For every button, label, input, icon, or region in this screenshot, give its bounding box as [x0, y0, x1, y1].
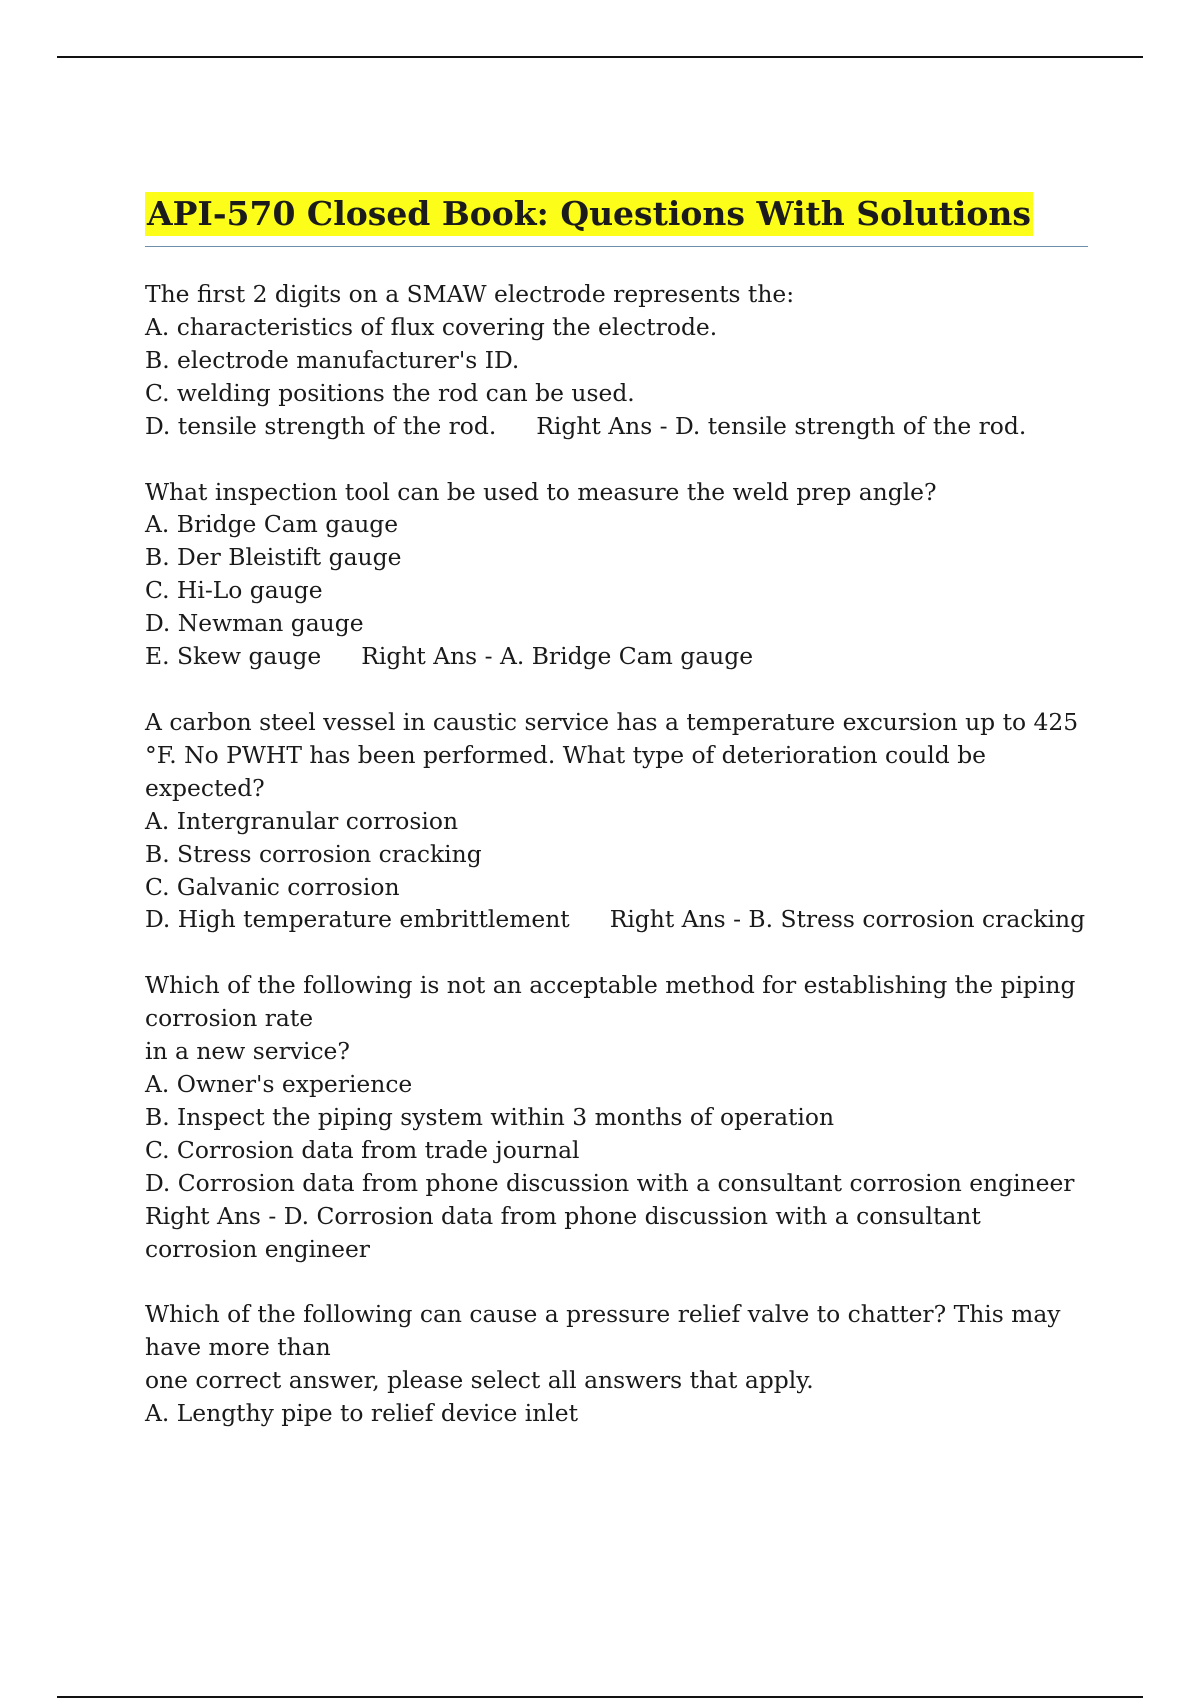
answer-option: B. Inspect the piping system within 3 months of operation — [145, 1102, 835, 1131]
answer-option: C. Galvanic corrosion — [145, 872, 400, 901]
right-answer: Right Ans - D. tensile strength of the rod. — [536, 411, 1027, 440]
answer-option: E. Skew gauge — [145, 642, 322, 671]
page-title: API-570 Closed Book: Questions With Solutions — [145, 192, 1033, 236]
question-2 — [145, 476, 1095, 673]
question-stem: A carbon steel vessel in caustic service has a temperature excursion up to 425 — [145, 707, 1079, 736]
answer-option: C. Corrosion data from trade journal — [145, 1135, 580, 1164]
answer-option: C. welding positions the rod can be used. — [145, 378, 635, 407]
answer-option: D. Newman gauge — [145, 609, 364, 638]
answer-option-row — [145, 410, 1095, 443]
answer-option: B. electrode manufacturer's ID. — [145, 345, 520, 374]
answer-option: A. Owner's experience — [145, 1070, 413, 1099]
title-block — [145, 192, 1088, 247]
question-5 — [145, 1298, 1095, 1430]
answer-option: B. Der Bleistift gauge — [145, 543, 402, 572]
answer-option: D. Corrosion data from phone discussion with a consultant corrosion engineer — [145, 1168, 1075, 1197]
question-stem: have more than — [145, 1333, 331, 1362]
answer-option: D. tensile strength of the rod. — [145, 411, 497, 440]
right-answer: Right Ans - B. Stress corrosion cracking — [609, 905, 1086, 934]
answer-option-row — [145, 903, 1095, 936]
question-list — [145, 278, 1095, 1463]
question-1 — [145, 278, 1095, 443]
question-stem: Which of the following is not an acceptable method for establishing the piping — [145, 971, 1076, 1000]
right-answer: Right Ans - A. Bridge Cam gauge — [361, 642, 754, 671]
right-answer: corrosion engineer — [145, 1234, 370, 1263]
question-stem: °F. No PWHT has been performed. What type of deterioration could be — [145, 740, 987, 769]
question-stem: one correct answer, please select all answers that apply. — [145, 1366, 814, 1395]
bottom-rule — [57, 1696, 1143, 1698]
answer-option-row — [145, 640, 1095, 673]
question-stem: corrosion rate — [145, 1004, 314, 1033]
question-stem: Which of the following can cause a pressure relief valve to chatter? This may — [145, 1300, 1061, 1329]
top-rule — [57, 56, 1143, 58]
question-stem: The first 2 digits on a SMAW electrode represents the: — [145, 280, 795, 308]
answer-option: A. characteristics of flux covering the electrode. — [145, 312, 718, 341]
answer-option: D. High temperature embrittlement — [145, 905, 570, 934]
answer-option: C. Hi-Lo gauge — [145, 576, 323, 605]
answer-option: A. Lengthy pipe to relief device inlet — [145, 1399, 578, 1428]
question-stem: What inspection tool can be used to measure the weld prep angle? — [145, 477, 937, 506]
answer-option: A. Bridge Cam gauge — [145, 510, 399, 539]
question-3 — [145, 706, 1095, 936]
question-stem: expected? — [145, 773, 265, 802]
answer-option: B. Stress corrosion cracking — [145, 839, 482, 868]
answer-option: A. Intergranular corrosion — [145, 806, 459, 835]
question-4 — [145, 969, 1095, 1265]
right-answer: Right Ans - D. Corrosion data from phone discussion with a consultant — [145, 1201, 981, 1230]
question-stem: in a new service? — [145, 1037, 350, 1066]
